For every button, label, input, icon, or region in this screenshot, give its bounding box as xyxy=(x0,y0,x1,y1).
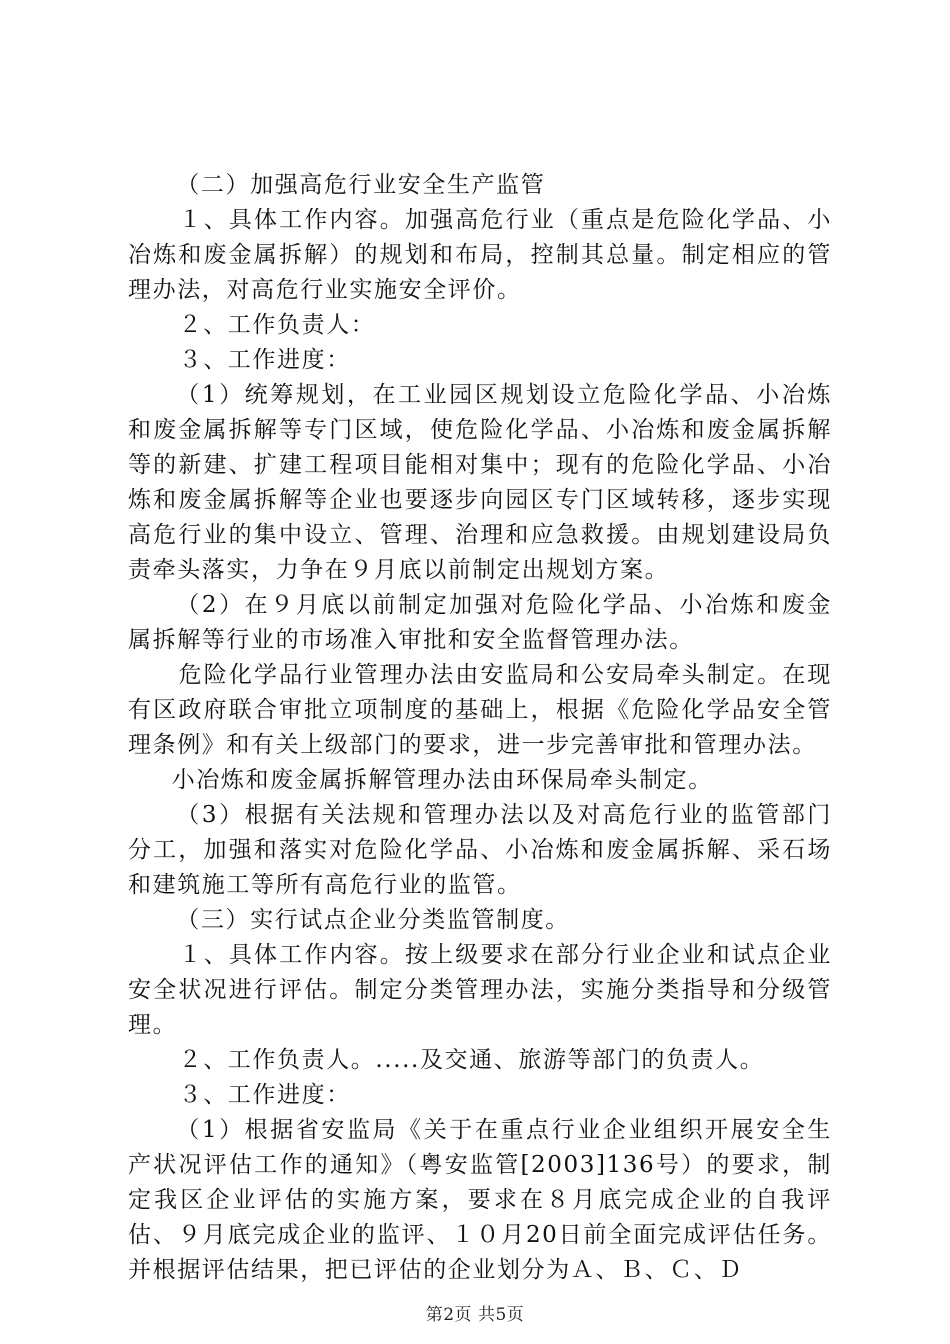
paragraph: （1）根据省安监局《关于在重点行业企业组织开展安全生产状况评估工作的通知》（粤安监管[2003]136号）的要求，制定我区企业评估的实施方案，要求在８月底完成企业的自我评估、９月底完成企业的监评、１０月20日前全面完成评估任务。并根据评估结果，把已评估的企业划分为Ａ、Ｂ、Ｃ、Ｄ xyxy=(128,1117,832,1283)
paragraph: ２、工作负责人： xyxy=(178,312,376,338)
paragraph: ３、工作进度： xyxy=(178,1082,351,1108)
page-number: 第2页 共5页 xyxy=(425,1305,525,1325)
paragraph: ３、工作进度： xyxy=(178,347,351,373)
paragraph: 危险化学品行业管理办法由安监局和公安局牵头制定。在现有区政府联合审批立项制度的基础上，根据《危险化学品安全管理条例》和有关上级部门的要求，进一步完善审批和管理办法。 xyxy=(128,662,832,758)
document-body xyxy=(128,168,832,1288)
section-heading: （二）加强高危行业安全生产监管 xyxy=(176,172,546,198)
paragraph: ２、工作负责人。.....及交通、旅游等部门的负责人。 xyxy=(178,1047,765,1073)
paragraph: （1）统筹规划，在工业园区规划设立危险化学品、小冶炼和废金属拆解等专门区域，使危险化学品、小冶炼和废金属拆解等的新建、扩建工程项目能相对集中；现有的危险化学品、小冶炼和废金属拆解等企业也要逐步向园区专门区域转移，逐步实现高危行业的集中设立、管理、治理和应急救援。由规划建设局负责牵头落实，力争在９月底以前制定出规划方案。 xyxy=(128,382,832,583)
paragraph: 小冶炼和废金属拆解管理办法由环保局牵头制定。 xyxy=(171,767,713,793)
section-heading: （三）实行试点企业分类监管制度。 xyxy=(176,907,570,933)
paragraph: （3）根据有关法规和管理办法以及对高危行业的监管部门分工，加强和落实对危险化学品、小冶炼和废金属拆解、采石场和建筑施工等所有高危行业的监管。 xyxy=(128,802,832,898)
paragraph: １、具体工作内容。按上级要求在部分行业企业和试点企业安全状况进行评估。制定分类管理办法，实施分类指导和分级管理。 xyxy=(128,942,832,1038)
paragraph: １、具体工作内容。加强高危行业（重点是危险化学品、小冶炼和废金属拆解）的规划和布局，控制其总量。制定相应的管理办法，对高危行业实施安全评价。 xyxy=(128,207,832,303)
paragraph: （2）在９月底以前制定加强对危险化学品、小冶炼和废金属拆解等行业的市场准入审批和安全监督管理办法。 xyxy=(128,592,832,653)
